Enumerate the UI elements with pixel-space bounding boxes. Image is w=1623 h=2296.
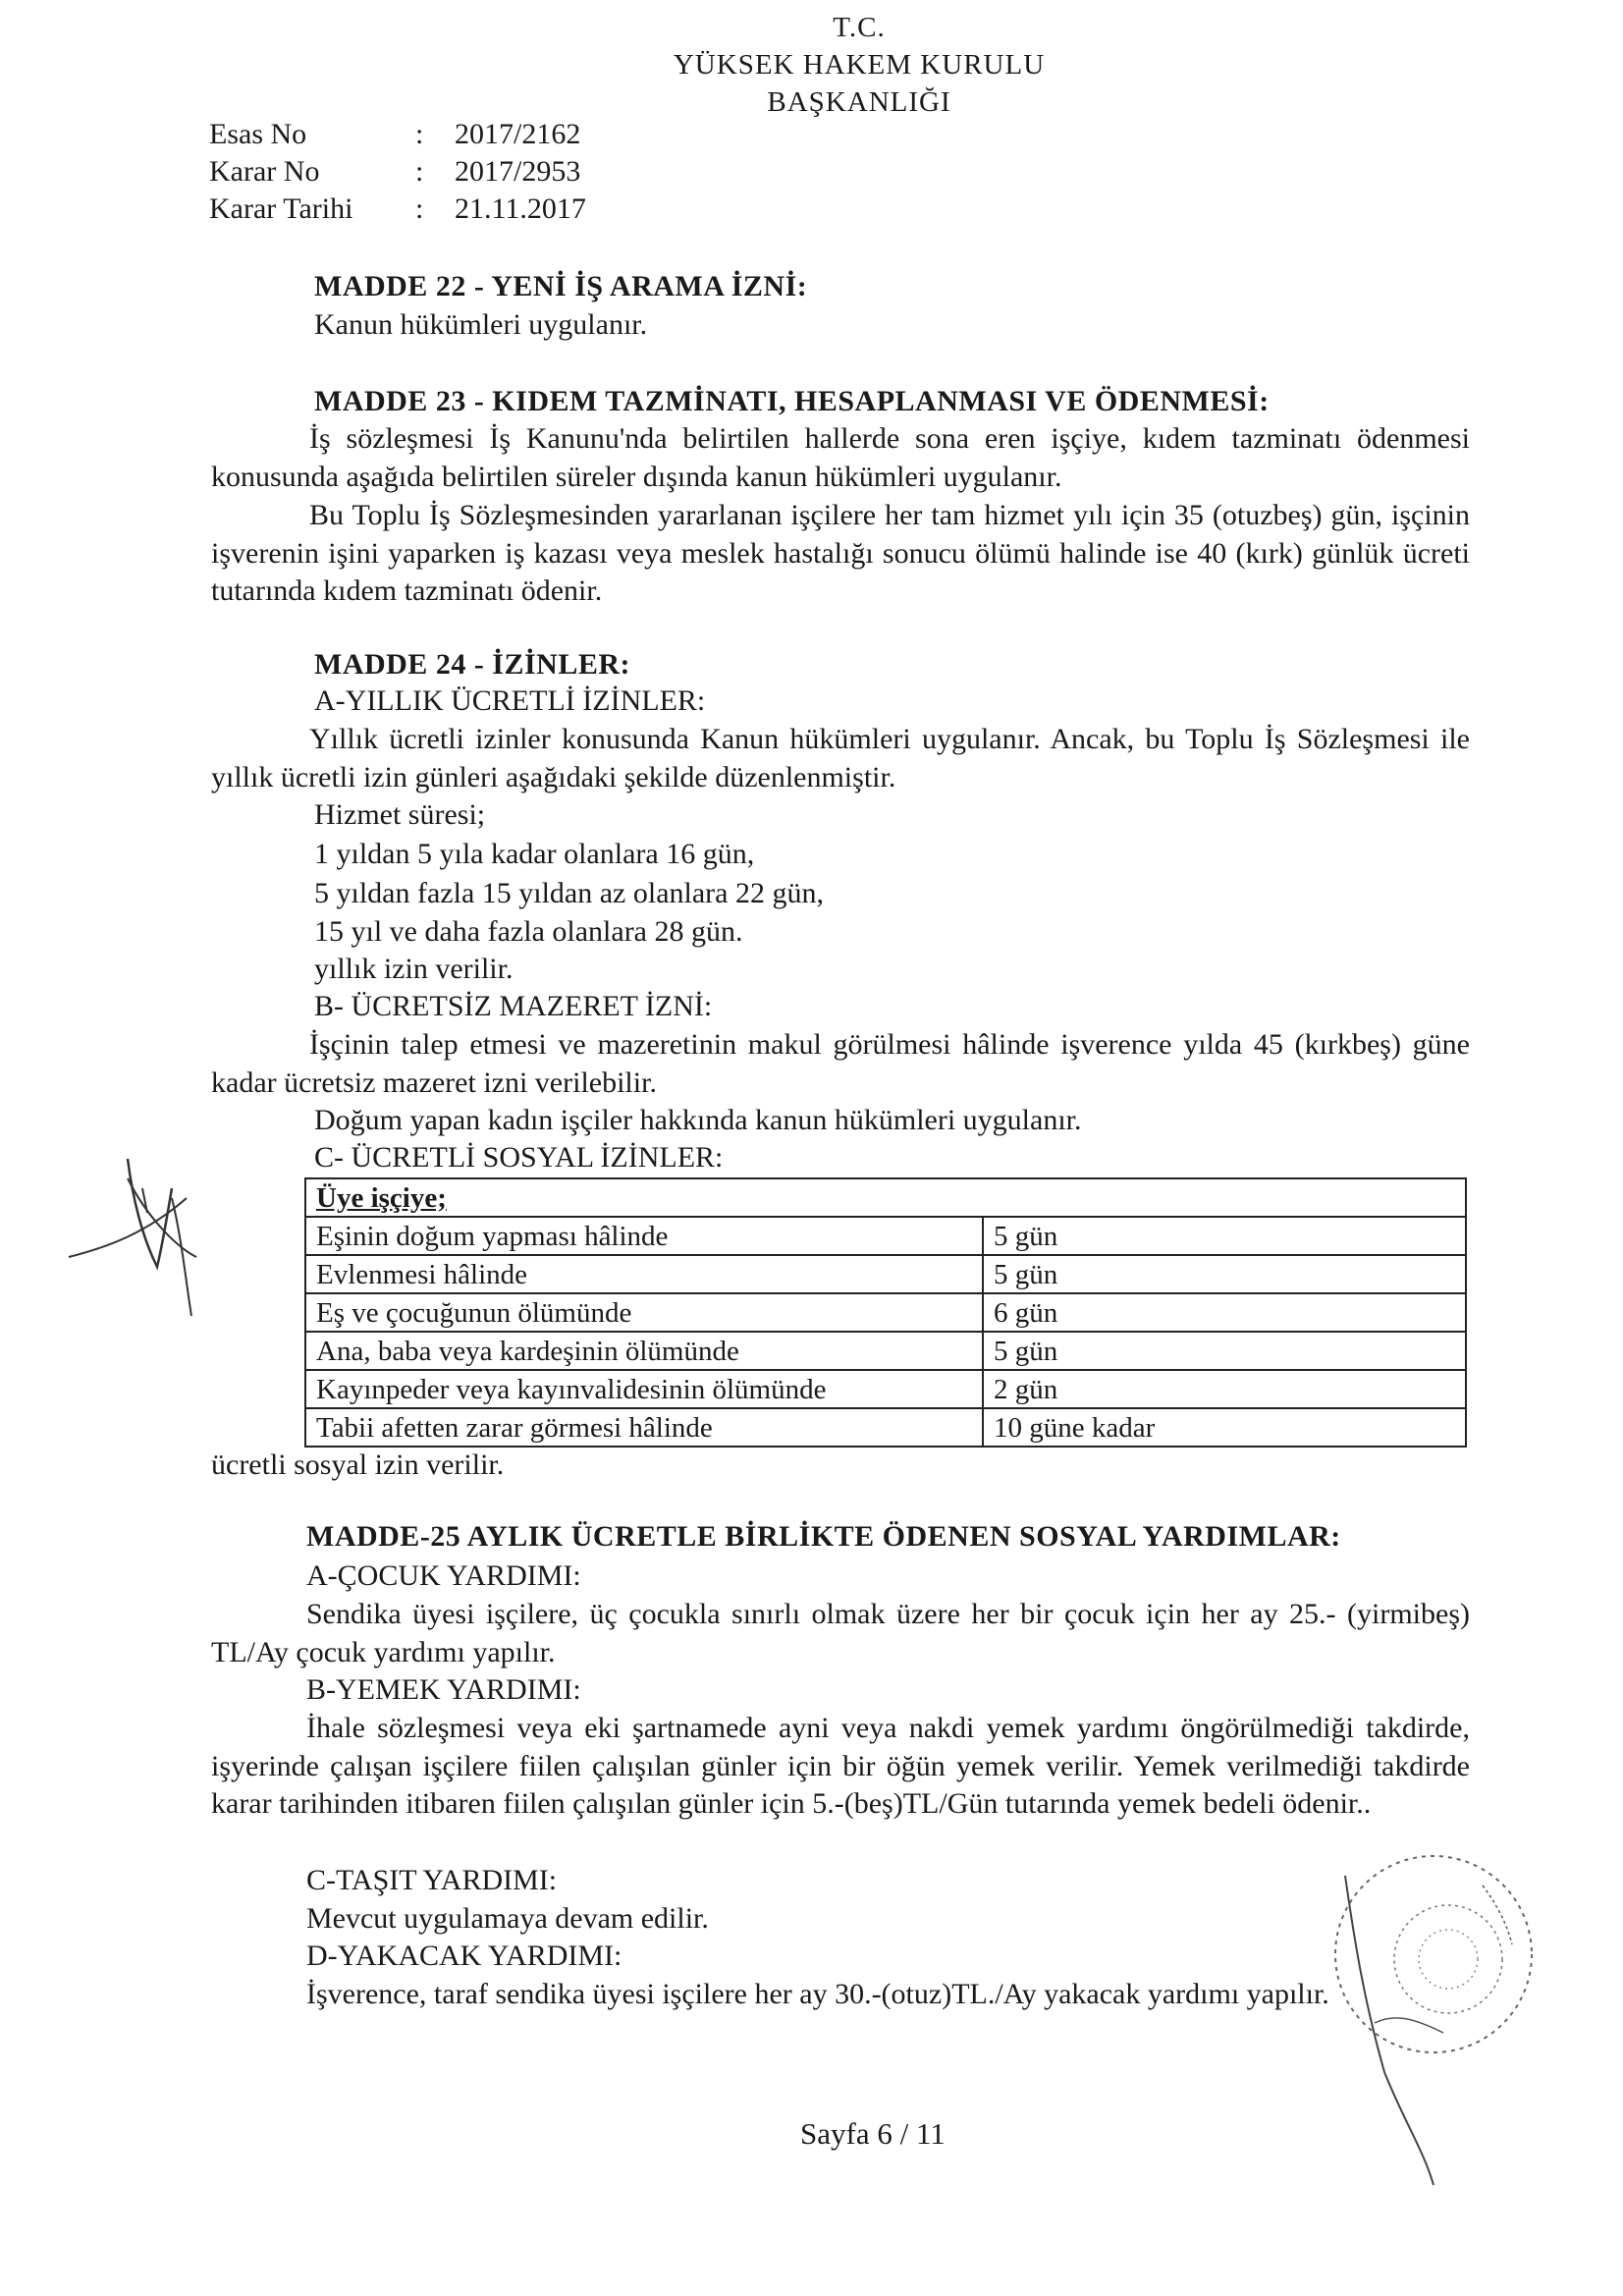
table-head-row [305,1178,1466,1217]
madde24-a-line4: 15 yıl ve daha fazla olanlara 28 gün. [314,915,743,948]
meta-label: Esas No [209,118,307,150]
table-row [305,1332,1466,1370]
meta-colon: : [415,118,424,150]
madde25-heading: MADDE-25 AYLIK ÜCRETLE BİRLİKTE ÖDENEN SOSYAL YARDIMLAR: [306,1520,1341,1553]
table-row [305,1255,1466,1293]
table-cell-days: 5 gün [983,1217,1466,1255]
madde24-b-title: B- ÜCRETSİZ MAZERET İZNİ: [314,990,713,1022]
table-head-cell [305,1178,1466,1217]
madde22-text: Kanun hükümleri uygulanır. [314,308,648,341]
madde25-b-para: İhale sözleşmesi veya eki şartnamede ayni veya nakdi yemek yardımı öngörülmediği takdirde, işyerinde çalışan işçilere fiilen çalışılan günler için bir öğün yemek verilir. Yemek verilmediği takdirde karar tarihinden itibaren fiilen çalışılan günler için 5.-(beş)TL/Gün tutarında yemek bedeli ödenir.. [211,1712,1470,1820]
madde25-c-title: C-TAŞIT YARDIMI: [306,1864,558,1896]
table-row [305,1293,1466,1332]
table-cell-event: Ana, baba veya kardeşinin ölümünde [305,1332,983,1370]
madde24-b-para2: Doğum yapan kadın işçiler hakkında kanun hükümleri uygulanır. [314,1104,1082,1136]
table-cell-days: 10 güne kadar [983,1408,1466,1447]
header-presidency: BAŞKANLIĞI [767,86,951,118]
table-cell-event: Kayınpeder veya kayınvalidesinin ölümünde [305,1370,983,1408]
meta-value: 2017/2162 [455,118,581,150]
madde24-b-para1: İşçinin talep etmesi ve mazeretinin makul görülmesi hâlinde işverence yılda 45 (kırkbeş) güne kadar ücretsiz mazeret izni verilebilir. [211,1028,1470,1099]
madde25-a-para: Sendika üyesi işçilere, üç çocukla sınırlı olmak üzere her bir çocuk için her ay 25.- (yirmibeş) TL/Ay çocuk yardımı yapılır. [211,1598,1470,1668]
madde24-a-para: Yıllık ücretli izinler konusunda Kanun hükümleri uygulanır. Ancak, bu Toplu İş Sözleşmesi ile yıllık ücretli izin günleri aşağıdaki şekilde düzenlenmiştir. [211,723,1470,793]
meta-karar [209,155,700,194]
madde25-b-title: B-YEMEK YARDIMI: [306,1673,581,1706]
table-cell-event: Evlenmesi hâlinde [305,1255,983,1293]
table-cell-event: Tabii afetten zarar görmesi hâlinde [305,1408,983,1447]
madde23-para1: İş sözleşmesi İş Kanunu'nda belirtilen hallerde sona eren işçiye, kıdem tazminatı ödenmesi konusunda aşağıda belirtilen süreler dışında kanun hükümleri uygulanır. [211,422,1470,493]
madde22-heading: MADDE 22 - YENİ İŞ ARAMA İZNİ: [314,270,808,302]
madde23-heading: MADDE 23 - KIDEM TAZMİNATI, HESAPLANMASI VE ÖDENMESİ: [314,385,1270,417]
madde24-a-line1: Hizmet süresi; [314,798,486,831]
meta-esas [209,118,700,157]
social-leave-table [304,1177,1467,1448]
page-number: Sayfa 6 / 11 [800,2116,946,2151]
madde25-d-para: İşverence, taraf sendika üyesi işçilere her ay 30.-(otuz)TL./Ay yakacak yardımı yapılır. [306,1978,1329,2010]
meta-value: 2017/2953 [455,155,581,188]
header-tc: T.C. [833,12,886,43]
madde24-a-line3: 5 yıldan fazla 15 yıldan az olanlara 22 gün, [314,877,824,909]
official-stamp [1286,1846,1581,2200]
table-cell-days: 5 gün [983,1255,1466,1293]
meta-colon: : [415,192,424,225]
madde24-a-title: A-YILLIK ÜCRETLİ İZİNLER: [314,684,706,717]
table-row [305,1217,1466,1255]
table-row [305,1370,1466,1408]
table-head-label: Üye işçiye; [316,1181,447,1214]
madde25-d-title: D-YAKACAK YARDIMI: [306,1940,622,1972]
meta-tarih [209,192,700,232]
madde24-a-line5: yıllık izin verilir. [314,953,514,985]
table-cell-days: 2 gün [983,1370,1466,1408]
table-cell-days: 5 gün [983,1332,1466,1370]
madde24-c-title: C- ÜCRETLİ SOSYAL İZİNLER: [314,1141,724,1174]
handwritten-initials [49,1139,226,1336]
table-cell-days: 6 gün [983,1293,1466,1332]
madde24-c-after: ücretli sosyal izin verilir. [211,1449,505,1481]
meta-colon: : [415,155,424,188]
madde25-a-title: A-ÇOCUK YARDIMI: [306,1559,581,1592]
madde23-para2: Bu Toplu İş Sözleşmesinden yararlanan işçilere her tam hizmet yılı için 35 (otuzbeş) gün, işçinin işverenin işini yaparken iş kazası veya meslek hastalığı sonucu ölümü halinde ise 40 (kırk) günlük ücreti tutarında kıdem tazminatı ödenir. [211,499,1470,607]
meta-label: Karar Tarihi [209,192,353,225]
madde25-c-para: Mevcut uygulamaya devam edilir. [306,1902,709,1935]
table-row [305,1408,1466,1447]
meta-value: 21.11.2017 [455,192,586,225]
table-cell-event: Eşinin doğum yapması hâlinde [305,1217,983,1255]
header-institution: YÜKSEK HAKEM KURULU [673,49,1046,81]
meta-label: Karar No [209,155,320,188]
table-cell-event: Eş ve çocuğunun ölümünde [305,1293,983,1332]
madde24-heading: MADDE 24 - İZİNLER: [314,648,631,681]
madde24-a-line2: 1 yıldan 5 yıla kadar olanlara 16 gün, [314,838,755,870]
